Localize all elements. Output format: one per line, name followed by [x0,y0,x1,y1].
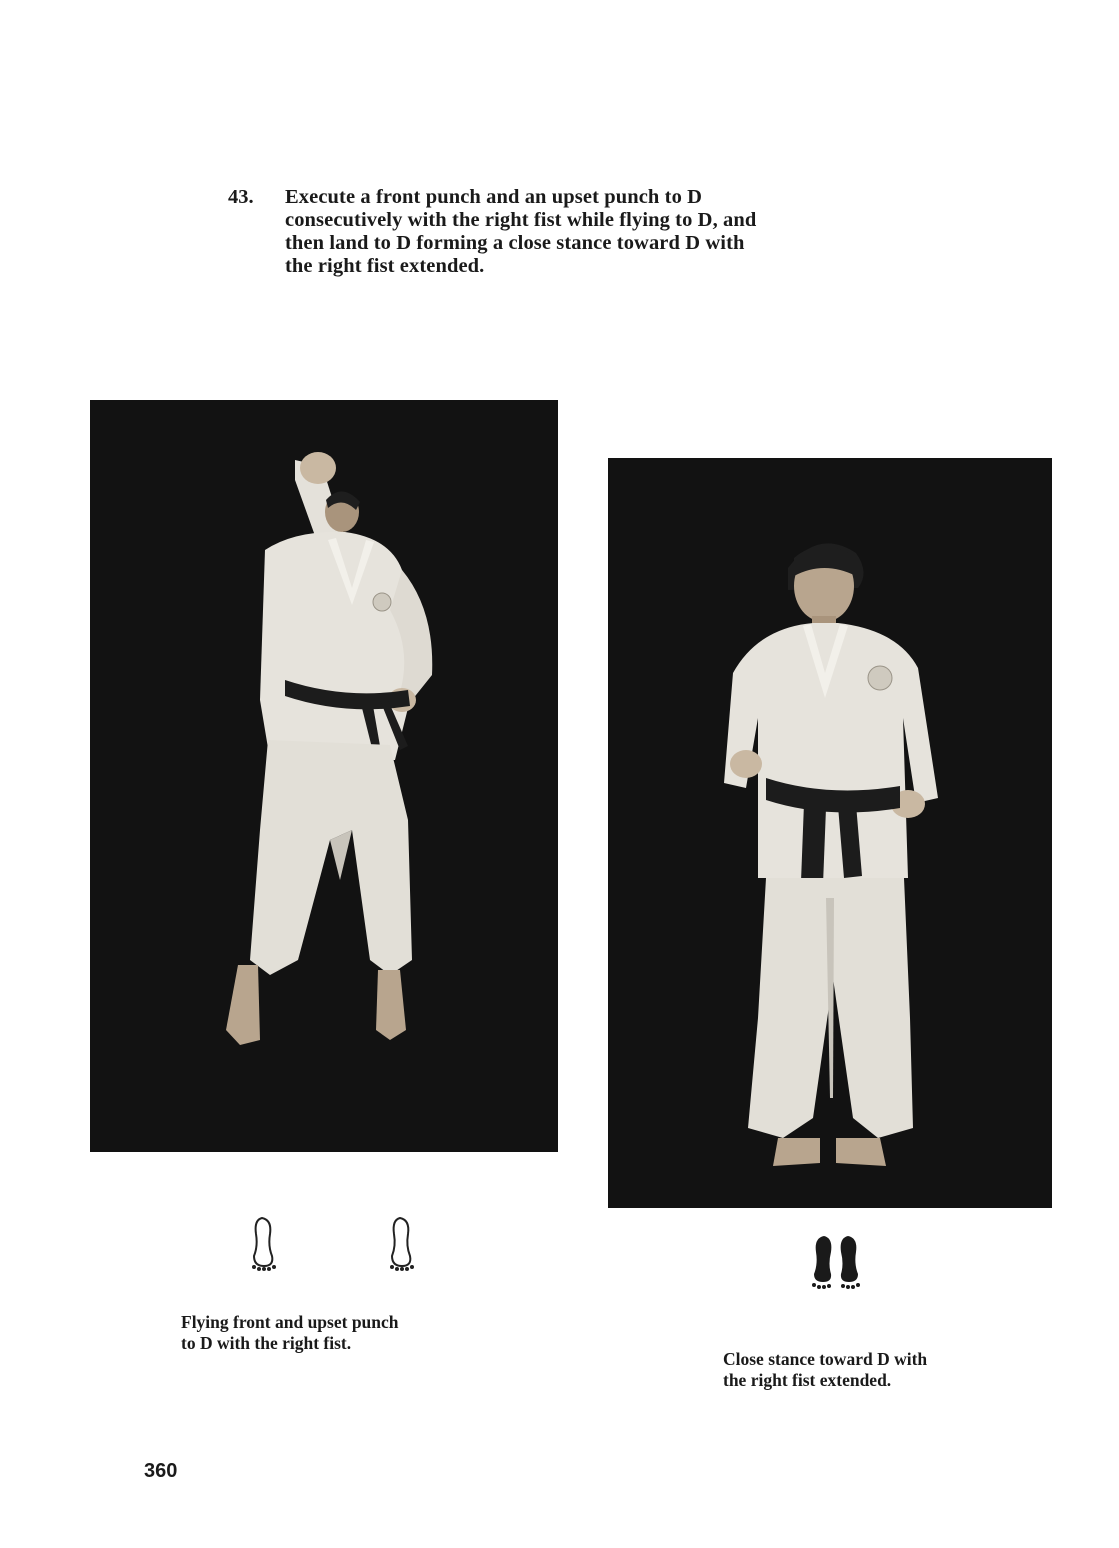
caption-line: Close stance toward D with [723,1349,928,1369]
photo-close-stance [608,458,1052,1208]
instruction-line: consecutively with the right fist while flying to D, and [285,209,757,231]
instruction-line: the right fist extended. [285,255,485,277]
page-number: 360 [144,1460,178,1482]
footprint-outline-icon [240,1212,430,1272]
footprints-diagram-right [806,1232,866,1290]
instruction-line: Execute a front punch and an upset punch to D [285,186,703,208]
instruction-text [285,186,888,278]
caption-line: the right fist extended. [723,1370,892,1390]
caption-line: to D with the right fist. [181,1333,352,1353]
step-number: 43. [228,186,254,208]
figure-flying-punch-illustration [90,400,558,1152]
caption-flying-punch [181,1312,501,1354]
caption-close-stance [723,1349,1023,1391]
photo-flying-punch [90,400,558,1152]
footprints-diagram-left [240,1212,430,1272]
instruction-block [228,186,888,278]
footprint-filled-icon [806,1232,866,1290]
caption-line: Flying front and upset punch [181,1312,399,1332]
instruction-line: then land to D forming a close stance toward D with [285,232,745,254]
figure-close-stance-illustration [608,458,1052,1208]
